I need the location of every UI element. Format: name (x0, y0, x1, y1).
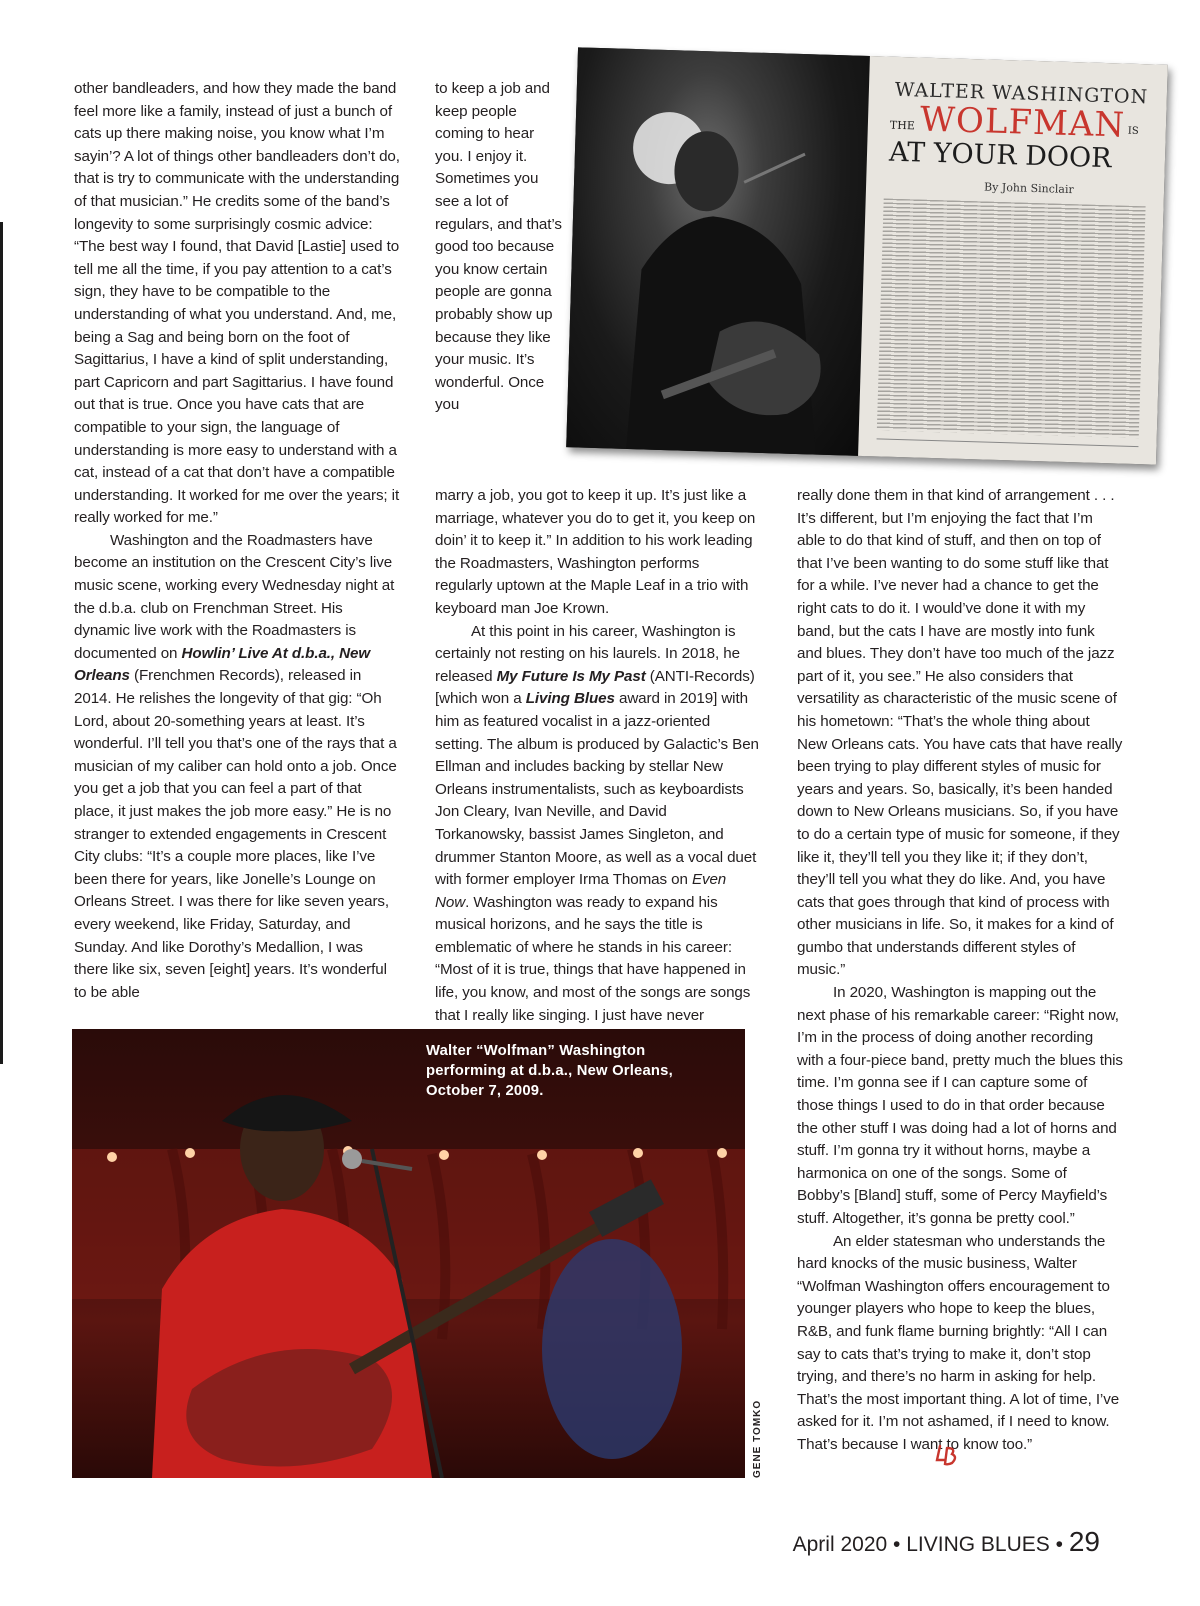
end-mark-logo (934, 1442, 960, 1468)
clipping-title-line-3: AT YOUR DOOR (888, 136, 1112, 175)
album-title: My Future Is My Past (496, 667, 646, 685)
footer-magazine: LIVING BLUES (906, 1533, 1050, 1556)
paragraph: other bandleaders, and how they made the band feel more like a family, instead of just a bunch of cats up there making noise, you know what I’m sayin’? A lot of things other bandleaders don’t do, that is try to communicate with the understanding of that musician.” He credits some of the band’s longevity to some surprisingly cosmic advice: “The best way I found, that David [Lastie] used to tell me all the time, if you pay attention to a cat’s sign, they have to be compatible to the understanding of what you understand. And, me, being a Sag and being born on the foot of Sagittarius, I have a kind of split understanding, part Capricorn and part Sagittarius. I have found out that is true. Once you have cats that are compatible to your sign, the language of understanding is more easy to understand with a cat, instead of a cat that don’t have a compatible understanding. It worked for me over the years; it really worked for me.” (74, 80, 400, 527)
performance-photo (72, 1029, 745, 1478)
clipping-byline: By John Sinclair (983, 180, 1074, 197)
paragraph: At this point in his career, Washington is certainly not resting on his laurels. In 2018, he released My Future Is My Past (ANTI-Records) [which won a Living Blues award in 2019] with him as featured vocalist in a jazz-oriented setting. The album is produced by Galactic’s Ben Ellman and includes backing by stellar New Orleans instrumentalists, such as keyboardists Jon Cleary, Ivan Neville, and David Torkanowsky, bassist James Singleton, and drummer Stanton Moore, as well as a vocal duet with former employer Irma Thomas on Even Now. Washington was ready to expand his musical horizons, and he says the title is emblematic of where he stands in his career: “Most of it is true, things that have happened in life, you know, and most of the songs are songs that I really like singing. I just have never (435, 622, 759, 1024)
album-title: Howlin’ Live At d.b.a., New Orleans (74, 644, 371, 685)
paragraph: An elder statesman who understands the hard knocks of the music business, Walter “Wolfman Washington offers encouragement to younger players who hope to keep the blues, R&B, and funk flame burning brightly: “All I can say to cats that’s trying to make it, don’t stop trying, and there’s no harm in asking for help. That’s the most important thing. A lot of time, I’ve asked for it. I’m not ashamed, if I need to know. That’s because I want to know too.” (797, 1232, 1120, 1453)
paragraph: Washington and the Roadmasters have become an institution on the Crescent City’s live music scene, working every Wednesday night at the d.b.a. club on Frenchman Street. His dynamic live work with the Roadmasters is documented on Howlin’ Live At d.b.a., New Orleans (Frenchmen Records), released in 2014. He relishes the longevity of that gig: “Oh Lord, about 20-something years at least. It’s wonderful. I’ll tell you that’s one of the rays that a musician of my caliber can hold onto a job. Once you get a job that you can feel a part of that place, it just makes the job more easy.” He is no stranger to extended engagements in Crescent City clubs: “It’s a couple more places, like I’ve been there for years, like Jonelle’s Lounge on Orleans Street. I was there for like seven years, every weekend, like Friday, Saturday, and Sunday. And like Dorothy’s Medallion, I was there like six, seven [eight] years. It’s wonderful to be able (74, 531, 397, 1001)
clipping-body-text (877, 198, 1146, 438)
page-edge-bar (0, 222, 3, 1064)
footer-issue: April 2020 (792, 1533, 888, 1556)
photo-credit: GENE TOMKO (752, 1399, 763, 1478)
clipping-footer-rule (877, 438, 1139, 447)
article-column-1 (74, 78, 400, 1004)
paragraph: to keep a job and keep people coming to hear you. I enjoy it. Sometimes you see a lot of regulars, and that’s good too because you know certain people are gonna probably show up because they like your music. It’s wonderful. Once you (435, 80, 562, 414)
article-column-3 (797, 485, 1123, 1457)
clipping-title-wolfman: WOLFMAN (919, 99, 1126, 146)
article-column-2-top (435, 78, 565, 417)
paragraph: marry a job, you got to keep it up. It’s just like a marriage, whatever you do to get it, you keep on doin’ it to keep it.” In addition to his work leading the Roadmasters, Washington performs regularly uptown at the Maple Leaf in a trio with keyboard man Joe Krown. (435, 487, 756, 617)
page-footer (793, 1526, 1100, 1558)
clipping-title-line-1: WALTER WASHINGTON (894, 78, 1149, 109)
photo-caption: Walter “Wolfman” Washington performing at d.b.a., New Orleans, October 7, 2009. (426, 1043, 673, 1099)
page-number: 29 (1068, 1526, 1100, 1557)
song-title: Even Now (435, 871, 727, 911)
paragraph: really done them in that kind of arrangement . . . It’s different, but I’m enjoying the fact that I’m able to do that kind of stuff, and then on top of that I’ve been wanting to do some stuff like that for a while. I’ve never had a chance to get the right cats to do it. I would’ve done it with my band, but the cats I have are mostly into funk and blues. They don’t have too much of the jazz part of it, you see.” He also considers that versatility as characteristic of the music scene of his hometown: “That’s the whole thing about New Orleans cats. You have cats that have really been trying to play different styles of music for years and years. So, basically, it’s been handed down to New Orleans musicians. So, if you have to do a certain type of music for someone, if they like it, they’ll tell you they like it; if they don’t, they’ll tell you what they do like. And, you have cats that goes through that kind of process with other musicians in life. So, it makes for a kind of gumbo that understands different styles of music.” (797, 487, 1123, 979)
footer-separator: • (893, 1533, 901, 1556)
clipping-text-page (858, 56, 1168, 465)
magazine-title: Living Blues (525, 690, 615, 708)
clipping-title-is: IS (1127, 125, 1139, 138)
clipping-title-the: THE (889, 118, 916, 133)
clipping-photo (566, 47, 870, 455)
footer-separator: • (1055, 1533, 1063, 1556)
article-column-2 (435, 485, 760, 1027)
paragraph: In 2020, Washington is mapping out the next phase of his remarkable career: “Right now, I’m in the process of doing another recording with a four-piece band, pretty much the blues this time. I’m gonna see if I can capture some of those things I used to do in that order because the other stuff I was doing had a lot of horns and stuff. I’m gonna try it without horns, maybe a harmonica on one of the songs. Some of Bobby’s [Bland] stuff, some of Percy Mayfield’s stuff. Altogether, it’s gonna be pretty cool.” (797, 984, 1123, 1227)
vintage-article-clipping (566, 47, 1168, 464)
